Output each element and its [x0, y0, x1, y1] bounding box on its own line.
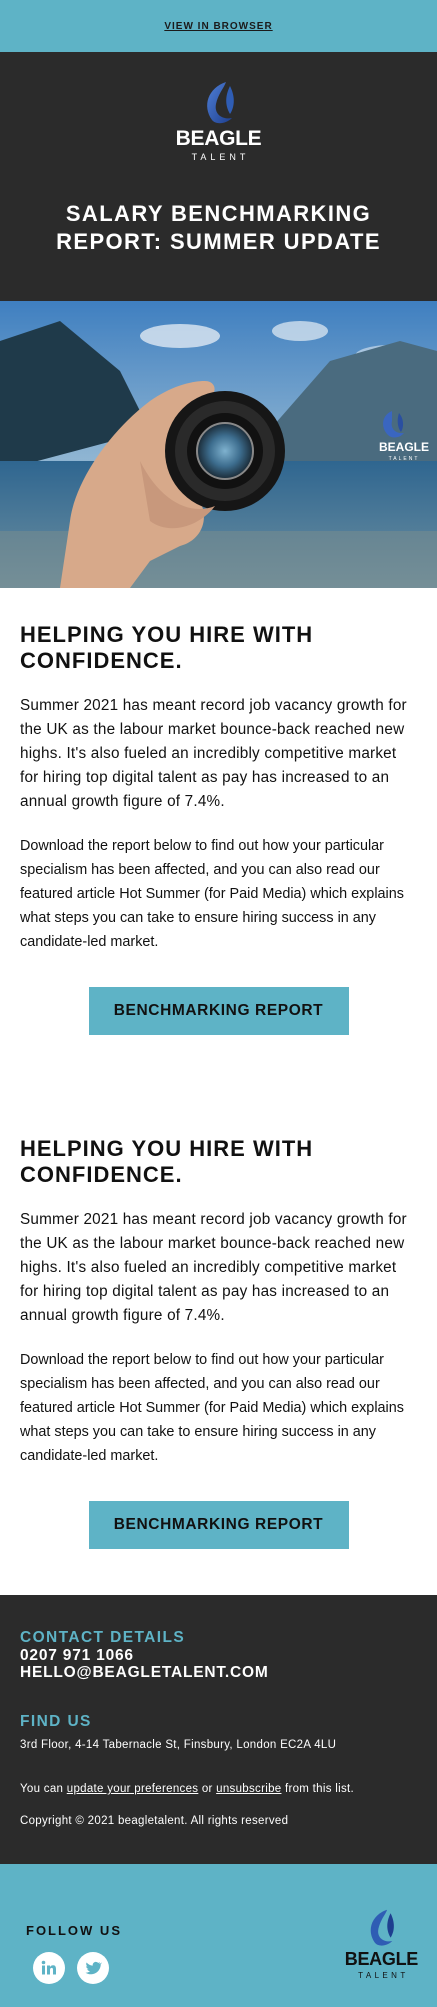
- brand-sub: TALENT: [191, 152, 250, 162]
- contact-details-title: CONTACT DETAILS: [20, 1629, 186, 1646]
- brand-logo[interactable]: [176, 80, 262, 162]
- hero-logo-name: BEAGLE: [378, 440, 430, 454]
- update-preferences-link[interactable]: update your preferences: [66, 1783, 199, 1795]
- preferences-text: You can update your preferences or unsubscribe from this list.: [20, 1783, 354, 1795]
- hero-image: [0, 301, 437, 588]
- section-2: [20, 1103, 417, 1595]
- section-heading: HELPING YOU HIRE WITH CONFIDENCE.: [20, 1136, 314, 1187]
- benchmarking-report-button[interactable]: BENCHMARKING REPORT: [89, 987, 349, 1035]
- find-us-title: FIND US: [20, 1713, 92, 1730]
- social-icons: [33, 1952, 109, 1984]
- email-address[interactable]: HELLO@BEAGLETALENT.COM: [20, 1664, 269, 1681]
- hero-illustration: [0, 301, 437, 588]
- footer: [0, 1595, 437, 1864]
- report-title-line1: SALARY BENCHMARKING: [65, 201, 372, 226]
- section-body: Download the report below to find out how your particular specialism has been affected, and you can also read our featured article Hot Summer (for Paid Media) which explains what steps you can take to ensure hiring success in any candidate-led market.: [20, 1352, 404, 1464]
- benchmarking-report-button[interactable]: BENCHMARKING REPORT: [89, 1501, 349, 1549]
- address: 3rd Floor, 4-14 Tabernacle St, Finsbury, London EC2A 4LU: [20, 1739, 337, 1751]
- copyright: Copyright © 2021 beagletalent. All rights reserved: [20, 1815, 289, 1827]
- brand-name: BEAGLE: [175, 127, 262, 150]
- section-lead: Summer 2021 has meant record job vacancy growth for the UK as the labour market bounce-back reached new highs. It's also fueled an incredibly competitive market for hiring top digital talent as pay has increased to an annual growth figure of 7.4%.: [20, 697, 407, 810]
- phone-number[interactable]: 0207 971 1066: [20, 1647, 134, 1664]
- section-heading: HELPING YOU HIRE WITH CONFIDENCE.: [20, 622, 314, 673]
- unsubscribe-link[interactable]: unsubscribe: [216, 1783, 282, 1795]
- section-1: [20, 588, 417, 1103]
- email-header: [0, 52, 437, 301]
- hero-logo-sub: TALENT: [388, 456, 420, 462]
- brand-sub: TALENT: [358, 1971, 409, 1980]
- report-title: [56, 200, 381, 256]
- beagle-logo-icon: [361, 1908, 401, 1948]
- brand-name: BEAGLE: [344, 1949, 418, 1969]
- report-title-line2: REPORT: SUMMER UPDATE: [56, 229, 381, 254]
- content: [0, 588, 437, 1595]
- section-lead: Summer 2021 has meant record job vacancy growth for the UK as the labour market bounce-back reached new highs. It's also fueled an incredibly competitive market for hiring top digital talent as pay has increased to an annual growth figure of 7.4%.: [20, 1211, 407, 1324]
- social-bar: [0, 1864, 437, 2007]
- linkedin-icon[interactable]: [33, 1952, 65, 1984]
- topbar: [0, 0, 437, 52]
- footer-brand-logo[interactable]: [345, 1908, 418, 1980]
- beagle-logo-icon: [196, 80, 242, 126]
- follow-us-label: FOLLOW US: [26, 1923, 122, 1938]
- twitter-icon[interactable]: [77, 1952, 109, 1984]
- view-in-browser-link[interactable]: VIEW IN BROWSER: [164, 20, 273, 32]
- section-body: Download the report below to find out how your particular specialism has been affected, and you can also read our featured article Hot Summer (for Paid Media) which explains what steps you can take to ensure hiring success in any candidate-led market.: [20, 838, 404, 950]
